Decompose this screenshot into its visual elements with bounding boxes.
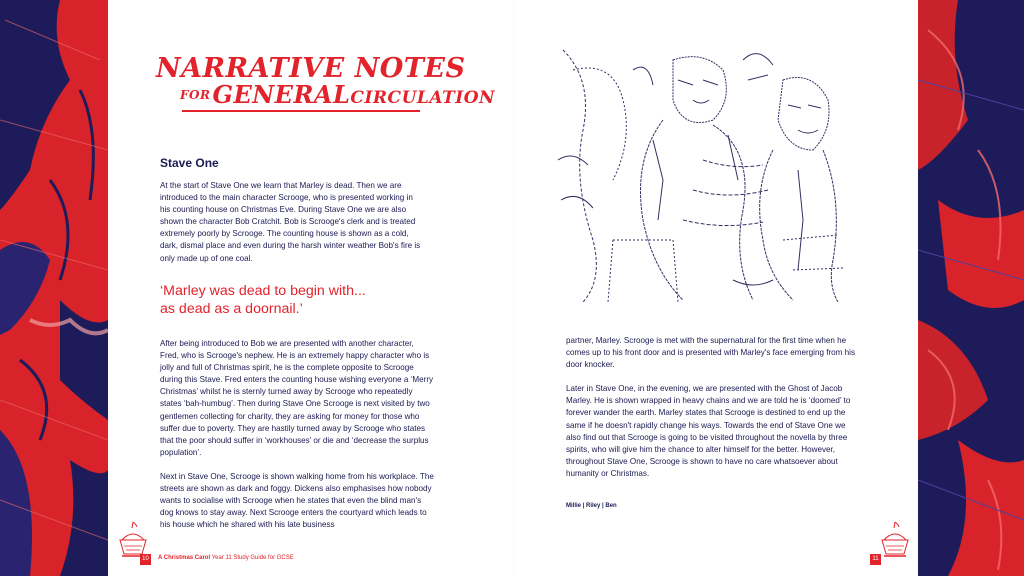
right-column (566, 335, 856, 480)
right-paragraph-2: Later in Stave One, in the evening, we are presented with the Ghost of Jacob Marley. He is shown wrapped in heavy chains and we are told he is ‘doomed’ to forever wander the earth. Marley states that Scrooge is destined to end up the same if he doesn't rapidly change his ways. Towards the end of Stave One we also find out that Scrooge is going to be visited throughout the novella by three spirits, who will give him the chance to alter himself for the better. However, throughout Stave One, Scrooge is shown to have no care whatsoever about humanity or Christmas. (566, 384, 851, 478)
page-number-left: 10 (140, 554, 151, 565)
footer-book-title: A Christmas Carol (158, 555, 211, 561)
intro-paragraph: At the start of Stave One we learn that Marley is dead. Then we are introduced to the main character Scrooge, who is presented working in his counting house on Christmas Eve. During Stave One we are also shown the character Bob Cratchit. Bob is Scrooge's clerk and is treated extremely poorly by Scrooge. The counting house is shown as a cold, dark, dismal place and even during the harsh winter weather Bob's fire is only made up of one coal. (160, 181, 421, 263)
footer-running-title (158, 555, 294, 561)
pull-quote (160, 282, 430, 318)
title-line-2 (180, 82, 495, 111)
right-decorative-artwork (918, 0, 1024, 576)
left-paragraph-2: Next in Stave One, Scrooge is shown walking home from his workplace. The streets are shown as dark and foggy. Dickens also emphasises how nobody wants to socialise with Scrooge when he states that even the blind man's dog knows to stay away. Next Scrooge enters the courtyard which leads to his house which he shared with his late business (160, 471, 434, 530)
section-heading: Stave One (160, 156, 219, 170)
page-number-right: 11 (870, 554, 881, 565)
quote-line-1: ‘Marley was dead to begin with... (160, 283, 366, 299)
document-spread (108, 0, 918, 576)
right-paragraph-1: partner, Marley. Scrooge is met with the supernatural for the first time when he comes up to his front door and is presented with Marley's face emerging from his door knocker. (566, 336, 856, 370)
pudding-icon (880, 520, 910, 560)
title-for: FOR (180, 88, 211, 102)
page-gutter (513, 0, 514, 576)
left-decorative-artwork (0, 0, 108, 576)
footer-left (118, 520, 418, 570)
quote-line-2: as dead as a doornail.’ (160, 301, 303, 317)
title-general: GENERAL (212, 80, 351, 109)
page-title (156, 53, 496, 114)
title-circulation: CIRCULATION (350, 88, 496, 108)
footer-subtitle: Year 11 Study Guide for GCSE (211, 555, 294, 561)
left-paragraph-1: After being introduced to Bob we are presented with another character, Fred, who is Scrooge's nephew. He is an extremely happy character who is jolly and full of Christmas spirit, he is the complete opposite to Scrooge during this Stave. Fred enters the counting house wishing everyone a ‘Merry Christmas’ whilst he is sternly turned away by Scrooge who repeatedly states ‘bah-humbug’. Then during Stave One Scrooge is next visited by two gentlemen collecting for charity, they are asking for money for those who suffer due to poverty. They are hastily turned away by Scrooge who states that the poor should suffer in ‘workhouses’ or die and ‘decrease the surplus population’. (160, 339, 434, 457)
left-column (160, 338, 434, 531)
scrooge-marley-sketch-illustration (553, 40, 843, 302)
title-line-1: NARRATIVE NOTES (156, 53, 466, 84)
title-underline (182, 110, 420, 112)
authors-credit: Millie | Riley | Ben (566, 503, 617, 509)
footer-right (858, 520, 908, 570)
